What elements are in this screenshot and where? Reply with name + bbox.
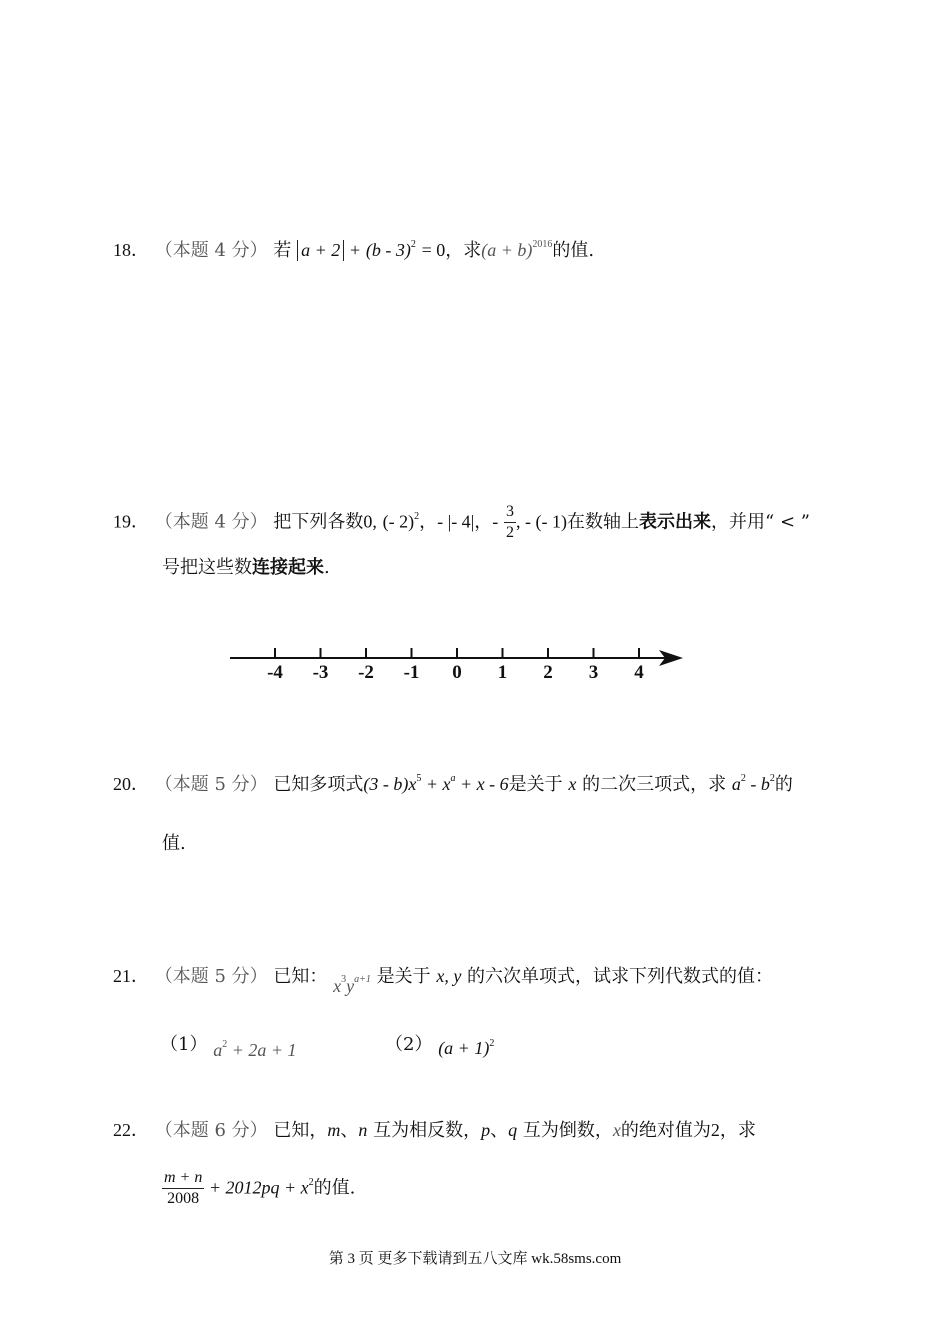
text: 已知：: [273, 966, 328, 987]
question-number: 19．: [113, 511, 149, 532]
emphasis: 表示出来: [639, 511, 712, 533]
number-zero: 0,: [363, 511, 377, 532]
axis-tick-label: -3: [312, 662, 329, 683]
text: 已知，: [273, 1120, 328, 1141]
text: ，并用“ < ”: [711, 511, 810, 533]
part-label: （1）: [160, 1034, 208, 1055]
score-note: （本题 4 分）: [154, 511, 268, 533]
variable: x: [612, 1120, 621, 1140]
score-note: （本题 6 分）: [154, 1120, 268, 1141]
variable: n: [358, 1120, 368, 1140]
page-footer: 第 3 页 更多下载请到五八文库 wk.58sms.com: [328, 1251, 622, 1267]
expression: + 2012pq + x: [204, 1177, 309, 1198]
question-22-line2: [162, 1168, 355, 1209]
text: 把下列各数: [273, 511, 364, 533]
question-21-part1: [160, 1030, 297, 1060]
axis-tick-label: 3: [588, 662, 599, 683]
text: 是关于: [376, 966, 431, 987]
polynomial: (3 - b)x: [363, 774, 417, 794]
number: 2: [710, 1120, 720, 1140]
text: 是关于: [508, 774, 563, 795]
question-20-line2: [162, 829, 186, 855]
axis-tick-label: -4: [267, 662, 283, 683]
text: 号把这些数: [162, 557, 252, 578]
axis-tick-label: -1: [403, 662, 420, 683]
fraction: $\frac{m + n}{2008}$: [164, 1169, 203, 1207]
polynomial: + x - 6: [455, 774, 509, 794]
text: 、: [490, 1120, 509, 1141]
part-label: （2）: [385, 1034, 433, 1055]
polynomial: + x: [421, 774, 451, 794]
question-21: [113, 962, 774, 996]
square-expression: (b - 3): [365, 240, 411, 260]
text: ，求: [719, 1120, 756, 1141]
text: .: [324, 557, 330, 578]
equals-zero: = 0: [421, 240, 446, 260]
question-18: [113, 236, 594, 262]
variable: a: [731, 774, 741, 794]
text: 若: [273, 240, 292, 261]
question-number: 18．: [113, 240, 149, 260]
text: 、: [340, 1120, 359, 1141]
abs-expression: a + 2: [297, 240, 344, 261]
sum-expression: (a + b): [481, 240, 533, 260]
score-note: （本题 5 分）: [154, 966, 268, 987]
variable: x: [568, 774, 577, 794]
fraction: $\frac{3}{2}$: [506, 503, 515, 541]
axis-tick-label: 2: [543, 662, 553, 683]
exponent: 2: [489, 1038, 495, 1049]
exponent: a: [450, 773, 456, 784]
exponent: 2: [414, 510, 420, 522]
variable: x: [333, 976, 342, 996]
score-note: （本题 4 分）: [154, 240, 268, 261]
text: 的二次三项式，求: [582, 774, 727, 795]
question-number: 22．: [113, 1120, 149, 1140]
question-19-line2: [162, 553, 330, 579]
variable: x, y: [436, 966, 462, 986]
text: 的绝对值为: [620, 1120, 711, 1141]
variable: p: [481, 1120, 491, 1140]
axis-tick-label: 0: [452, 662, 462, 683]
variable: m: [327, 1120, 341, 1140]
variable: - b: [745, 774, 770, 794]
text: 的值.: [552, 240, 595, 261]
text: 已知多项式: [273, 774, 364, 795]
variable: y: [346, 976, 355, 996]
exponent: 2: [222, 1039, 228, 1050]
exponent: 2: [740, 773, 746, 784]
exponent: 5: [416, 773, 422, 784]
exponent: 2: [308, 1176, 314, 1188]
text: 在数轴上: [567, 511, 640, 533]
question-number: 20．: [113, 774, 149, 794]
text: 的: [774, 774, 793, 795]
text: 互为倒数，: [522, 1120, 613, 1141]
question-21-part2: [385, 1030, 494, 1056]
expression: (a + 1): [438, 1038, 490, 1058]
number-item: (- 2): [382, 511, 415, 532]
plus-sign: +: [350, 240, 361, 260]
text: 的六次单项式，试求下列代数式的值：: [467, 966, 774, 987]
axis-tick-label: 1: [497, 662, 508, 683]
number-item: ，- |- 4|，-: [419, 511, 499, 532]
text: ，求: [445, 240, 482, 261]
text: 互为相反数，: [373, 1120, 482, 1141]
exponent: 3: [341, 974, 347, 985]
text: 值.: [162, 833, 186, 854]
question-19: [113, 502, 810, 543]
question-20: [113, 770, 793, 796]
axis-tick-label: 4: [634, 662, 644, 683]
question-number: 21．: [113, 966, 149, 986]
text: 的值.: [313, 1177, 356, 1199]
expression: + 2a + 1: [227, 1040, 297, 1060]
exponent: a+1: [354, 974, 371, 985]
exponent: 2: [769, 773, 775, 784]
variable: q: [508, 1120, 518, 1140]
variable: a: [213, 1040, 223, 1060]
number-item: , - (- 1): [516, 511, 568, 532]
exponent: 2: [410, 239, 416, 250]
exponent: 2016: [532, 239, 553, 250]
axis-tick-label: -2: [358, 662, 374, 683]
emphasis: 连接起来: [252, 557, 324, 578]
score-note: （本题 5 分）: [154, 774, 268, 795]
question-22: [113, 1116, 756, 1142]
